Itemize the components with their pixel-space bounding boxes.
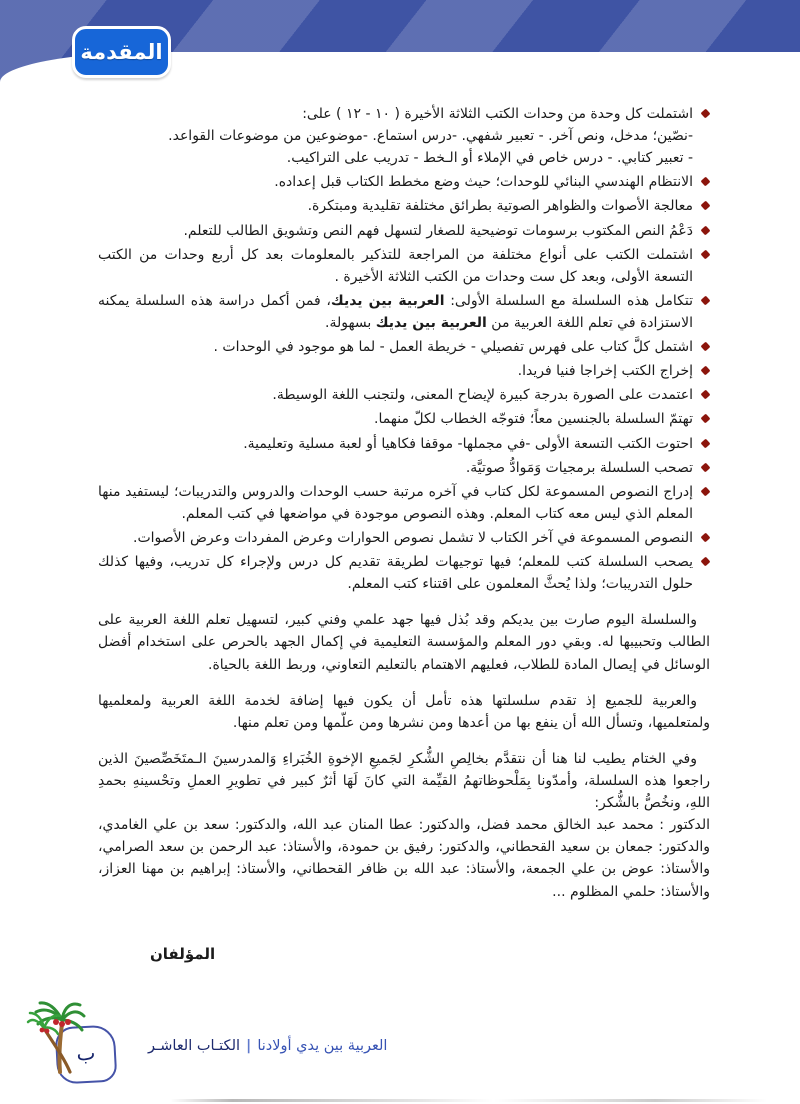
list-item-text: اشتملت كل وحدة من وحدات الكتب الثلاثة الأخيرة ( ١٠ - ١٢ ) على: <box>302 106 693 122</box>
bullet-diamond-icon <box>701 295 711 305</box>
bullet-diamond-icon <box>701 557 711 567</box>
feature-list <box>98 103 710 595</box>
list-item <box>98 457 710 479</box>
bullet-diamond-icon <box>701 486 711 496</box>
bullet-diamond-icon <box>701 533 711 543</box>
footer-series-title: العربية بين يدي أولادنا <box>257 1038 388 1054</box>
list-item <box>98 103 710 169</box>
footer-separator: | <box>246 1038 252 1054</box>
list-item-text: اشتمل كلَّ كتاب على فهرس تفصيلي - خريطة العمل - لما هو موجود في الوحدات . <box>213 339 693 356</box>
list-item-text: تصحب السلسلة برمجيات وَمَوادُّ صوتيَّة. <box>465 459 693 476</box>
list-item-text: إخراج الكتب إخراجا فنيا فريدا. <box>517 363 693 380</box>
bullet-diamond-icon <box>701 225 711 235</box>
list-item-text-part: بسهولة. <box>325 314 376 331</box>
list-item <box>98 527 710 549</box>
list-item-subline: -نصّين؛ مدخل، ونص آخر. - تعبير شفهي. -درس استماع. -موضوعين من موضوعات القواعد. <box>168 128 693 145</box>
bullet-diamond-icon <box>701 438 711 448</box>
list-item-text: اعتمدت على الصورة بدرجة كبيرة لإيضاح المعنى، ولتجنب اللغة الوسيطة. <box>272 387 693 404</box>
bullet-diamond-icon <box>701 390 711 400</box>
bullet-diamond-icon <box>701 414 711 424</box>
list-item <box>98 195 710 217</box>
list-item <box>98 336 710 358</box>
bullet-diamond-icon <box>701 201 711 211</box>
list-item-text: الانتظام الهندسي البنائي للوحدات؛ حيث وضع مخطط الكتاب قبل إعداده. <box>274 174 693 191</box>
list-item <box>98 384 710 406</box>
list-item <box>98 551 710 595</box>
bullet-diamond-icon <box>701 366 711 376</box>
content <box>98 103 710 966</box>
list-item <box>98 433 710 455</box>
bullet-diamond-icon <box>701 177 711 187</box>
list-item-text: دَعْمُ النص المكتوب برسومات توضيحية للصغار لتسهل فهم النص وتشويق الطالب للتعلم. <box>183 222 693 239</box>
list-item-text: إدراج النصوص المسموعة لكل كتاب في آخره مرتبة حسب الوحدات والدروس والتدريبات؛ ليستفيد منها المعلم الذي ليس معه كتاب المعلم. وهذه النصوص موجودة في مواضعها في كتب المعلم. <box>98 483 693 522</box>
list-item-text: النصوص المسموعة في آخر الكتاب لا تشمل نصوص الحوارات وعرض المفردات وعرض الأصوات. <box>133 529 693 546</box>
authors-signature: المؤلفان <box>150 944 216 963</box>
closing-paragraph: والعربية للجميع إذ تقدم سلسلتها هذه تأمل أن يكون فيها إضافة لخدمة اللغة العربية ولمعلميها ولمتعلميها، وتسأل الله أن ينفع بها من أعدها ومن نشرها ومن علّمها ومن تعلم منها. <box>98 692 710 731</box>
list-item-text: اشتملت الكتب على أنواع مختلفة من المراجعة للتذكير بالمعلومات بعد كل أربع وحدات من الكتب التسعة الأولى، وبعد كل ست وحدات من الكتب الثلاثة الأخيرة . <box>98 246 693 285</box>
acknowledged-names: الدكتور : محمد عبد الخالق محمد فضل، والدكتور: عطا المنان عبد الله، والدكتور: سعد بن علي الغامدي، والدكتور: جمعان بن سعيد القحطاني، والدكتور: رفيق بن حمودة، والأستاذ: عبد الرحمن بن سعد الصرامي، والأستاذ: عوض بن علي الجمعة، والأستاذ: عبد الله بن ظافر القحطاني، والأستاذ: إبراهيم بن مهنا العزاز، والأستاذ: حلمي المظلوم ... <box>98 817 710 900</box>
bullet-diamond-icon <box>701 109 711 119</box>
list-item-text: يصحب السلسلة كتب للمعلم؛ فيها توجيهات لطريقة تقديم كل درس ولإجراء كل تدريب، وفيها كذلك حلول التدريبات؛ ولذا يُحثَّ المعلمون على اقتناء كتب المعلم. <box>98 554 693 593</box>
list-item <box>98 408 710 430</box>
list-item <box>98 244 710 288</box>
thanks-paragraph: وفي الختام يطيب لنا هنا أن نتقدَّم بخالِصِ الشُّكرِ لجَميعِ الإخوةِ الخُبَراءِ وَالمدرسينَ الـمتَخَصِّصينَ الذين راجعوا هذه السلسلة، وأمدّونا بِمَلْحوظاتهمُ القيِّمة التي كانَ لَهَا أثرٌ كبير في تطويرِ العملِ وتحْسينهِ بحمدِ اللهِ، ونخُصُّ بالشُّكر: <box>98 750 710 812</box>
list-item-text: تهتمّ السلسلة بالجنسين معاً؛ فتوجّه الخطاب لكلّ منهما. <box>374 411 693 428</box>
page-letter: ب <box>75 1040 96 1065</box>
page-title-badge <box>72 26 171 78</box>
series-name-bold: العربية بين يديك <box>330 292 445 309</box>
list-item <box>98 290 710 334</box>
bullet-diamond-icon <box>701 462 711 472</box>
page-bottom-shadow <box>170 1099 792 1102</box>
list-item-text-part: ، فمن أكمل دراسة هذه السلسلة يمكنه الاستزادة في تعلم اللغة العربية من <box>98 292 693 331</box>
list-item <box>98 360 710 382</box>
closing-paragraph: والسلسلة اليوم صارت بين يديكم وقد بُذل فيها جهد علمي وفني كبير، لتسهيل تعلم اللغة العربية على الطالب وتحبيبها له. وبقي دور المعلم والمؤسسة التعليمية في إكمال الجهد بالحرص على استخدام أفضل الوسائل في إيصال المادة للطلاب، فعليهم الاهتمام بالتعليم التعاوني، وربط اللغة بالحياة. <box>98 612 710 673</box>
list-item-text-part: تتكامل هذه السلسلة مع السلسلة الأولى: <box>444 292 693 309</box>
page-footer <box>0 998 800 1088</box>
footer-title <box>148 1038 387 1054</box>
list-item-text <box>98 290 693 334</box>
list-item-text: احتوت الكتب التسعة الأولى -في مجملها- موقفا فكاهيا أو لعبة مسلية وتعليمية. <box>243 435 693 452</box>
page-title: المقدمة <box>80 39 163 64</box>
list-item-text: معالجة الأصوات والظواهر الصوتية بطرائق مختلفة تقليدية ومبتكرة. <box>307 198 693 215</box>
bullet-diamond-icon <box>701 342 711 352</box>
bullet-diamond-icon <box>701 249 711 259</box>
list-item <box>98 220 710 242</box>
list-item-subline: - تعبير كتابي. - درس خاص في الإملاء أو الـخط - تدريب على التراكيب. <box>286 150 693 167</box>
footer-book-title: الكتـاب العاشـر <box>148 1038 241 1054</box>
list-item <box>98 481 710 525</box>
series-name-bold: العربية بين يديك <box>375 314 487 331</box>
list-item <box>98 171 710 193</box>
palm-tree-icon <box>26 1000 90 1074</box>
